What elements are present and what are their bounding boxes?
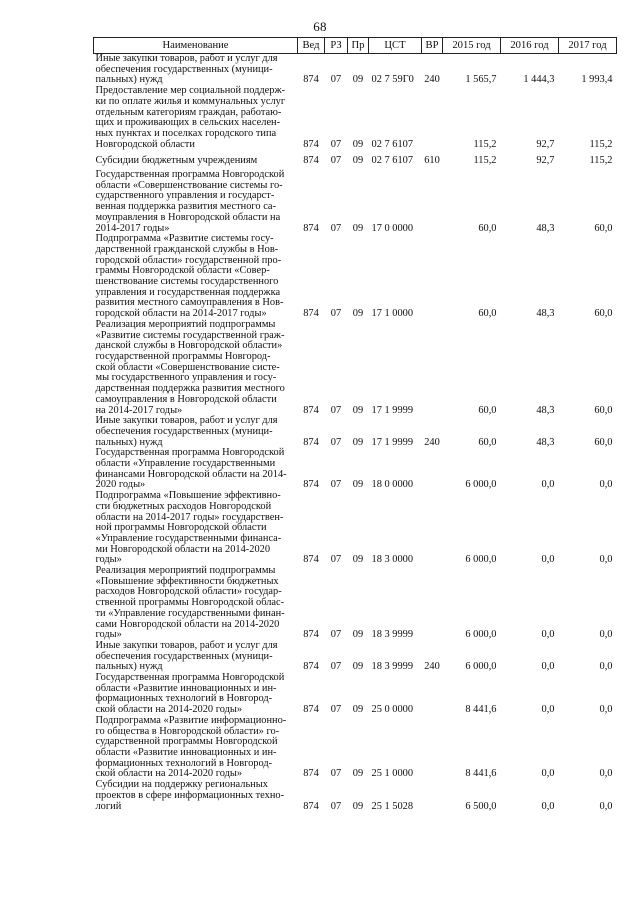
row-name-line: дарственной гражданской службы в Нов-	[95, 243, 279, 255]
row-name-line: Государственная программа Новгородской	[95, 672, 285, 684]
row-name-line: Подпрограмма «Развитие информационно-	[95, 714, 287, 726]
row-name-line: Предоставление мер социальной поддерж-	[95, 85, 286, 97]
row-amount-2016: 48,3	[536, 436, 555, 448]
row-name	[94, 234, 298, 320]
row-amount-2016: 0,0	[541, 768, 555, 780]
row-rz: 07	[330, 308, 342, 320]
row-name-line: государственной программы Новгород-	[95, 350, 271, 362]
header-pr: Пр	[348, 38, 369, 54]
row-cst: 25 0 0000	[371, 704, 414, 716]
row-ved: 874	[303, 800, 319, 812]
row-amount-2016: 0,0	[541, 479, 555, 491]
row-ved: 874	[303, 308, 319, 320]
row-amount-2017: 0,0	[599, 704, 613, 716]
row-name-line: 2020 годы»	[95, 479, 146, 491]
row-ved: 874	[303, 222, 319, 234]
row-name	[94, 673, 298, 716]
row-name-line: отдельным категориям граждан, работаю-	[95, 106, 282, 118]
row-name-line: городской области на 2014-2017 годы»	[95, 308, 267, 320]
row-cst: 18 3 9999	[371, 629, 414, 641]
row-amount-2016: 48,3	[536, 404, 555, 416]
row-amount-2015: 60,0	[478, 308, 497, 320]
row-pr: 09	[352, 661, 364, 673]
row-amount-2016: 1 444,3	[523, 74, 555, 86]
row-name-line: пальных) нужд	[95, 436, 163, 448]
row-name-line: области «Развитие инновационных и ин-	[95, 747, 277, 758]
row-amount-2015: 6 000,0	[465, 661, 497, 673]
row-amount-2016: 48,3	[536, 308, 555, 320]
row-amount-2017: 0,0	[599, 479, 613, 491]
row-name-line: Подпрограмма «Повышение эффективно-	[95, 490, 281, 502]
row-name-line: дарственная поддержка развития местного	[95, 383, 285, 395]
row-ved: 874	[303, 629, 319, 641]
row-name-line: пальных) нужд	[95, 74, 163, 86]
row-amount-2015: 1 565,7	[465, 74, 497, 86]
table-row	[94, 416, 617, 448]
row-amount-2017: 60,0	[594, 436, 613, 448]
row-name	[94, 491, 298, 566]
row-name-line: ных пунктах и поселках городского типа	[95, 127, 277, 139]
row-pr: 09	[352, 74, 364, 86]
row-amount-2017: 0,0	[599, 800, 613, 812]
row-cst: 02 7 6107	[371, 155, 414, 167]
row-cst: 17 1 9999	[371, 404, 414, 416]
row-amount-2015: 6 000,0	[465, 629, 497, 641]
row-name-line: Иные закупки товаров, работ и услуг для	[95, 53, 278, 64]
row-name-line: моуправления в Новгородской области на	[95, 211, 281, 223]
row-rz: 07	[330, 629, 342, 641]
row-cst: 02 7 59Г0	[371, 74, 414, 86]
row-name-line: городской области» государственной про-	[95, 254, 282, 266]
row-vr	[422, 716, 443, 780]
row-name-line: ки по оплате жилья и коммунальных услуг	[95, 95, 286, 107]
row-ved: 874	[303, 138, 319, 150]
row-name-line: ственной программы Новгородской облас-	[95, 597, 285, 609]
row-amount-2017: 1 993,4	[581, 74, 613, 86]
row-amount-2017: 0,0	[599, 661, 613, 673]
table-row	[94, 641, 617, 673]
row-name-line: граммы Новгородской области «Совер-	[95, 265, 270, 277]
row-rz: 07	[330, 554, 342, 566]
row-vr	[422, 673, 443, 716]
row-ved: 874	[303, 74, 319, 86]
row-name-line: годы»	[95, 629, 122, 641]
header-ved: Вед	[298, 38, 325, 54]
table-row	[94, 170, 617, 234]
row-name-line: сти бюджетных расходов Новгородской	[95, 500, 272, 512]
row-name	[94, 156, 298, 167]
row-cst: 18 3 0000	[371, 554, 414, 566]
row-amount-2016: 0,0	[541, 554, 555, 566]
header-2015: 2015 год	[443, 38, 501, 54]
row-name-line: Реализация мероприятий подпрограммы	[95, 318, 276, 330]
table-row	[94, 320, 617, 416]
row-name	[94, 716, 298, 780]
row-name-line: Подпрограмма «Развитие системы госу-	[95, 233, 274, 245]
row-name-line: формационных технологий в Новгород-	[95, 757, 273, 769]
row-rz: 07	[330, 404, 342, 416]
row-cst: 02 7 6107	[371, 138, 414, 150]
row-vr	[422, 448, 443, 491]
row-name-line: Государственная программа Новгородской	[95, 447, 285, 459]
row-name	[94, 448, 298, 491]
row-name	[94, 86, 298, 150]
row-name-line: Субсидии бюджетным учреждениям	[95, 155, 258, 167]
row-amount-2017: 115,2	[589, 155, 613, 167]
row-amount-2015: 6 000,0	[465, 479, 497, 491]
row-rz: 07	[330, 704, 342, 716]
row-rz: 07	[330, 661, 342, 673]
row-ved: 874	[303, 155, 319, 167]
row-name	[94, 641, 298, 673]
header-2017: 2017 год	[559, 38, 617, 54]
row-name-line: ской области «Совершенствование систе-	[95, 361, 280, 373]
row-amount-2015: 115,2	[473, 155, 497, 167]
row-vr	[422, 491, 443, 566]
row-amount-2016: 92,7	[536, 155, 555, 167]
row-rz: 07	[330, 768, 342, 780]
row-amount-2017: 0,0	[599, 629, 613, 641]
row-amount-2015: 8 441,6	[465, 768, 497, 780]
row-rz: 07	[330, 436, 342, 448]
row-pr: 09	[352, 138, 364, 150]
table-row	[94, 54, 617, 87]
row-amount-2015: 6 500,0	[465, 800, 497, 812]
row-name-line: сударственного управления и государст-	[95, 190, 275, 202]
row-cst: 18 3 9999	[371, 661, 414, 673]
row-pr: 09	[352, 704, 364, 716]
row-ved: 874	[303, 554, 319, 566]
row-name	[94, 170, 298, 234]
row-ved: 874	[303, 661, 319, 673]
header-2016: 2016 год	[501, 38, 559, 54]
row-name-line: Новгородской области	[95, 138, 195, 150]
row-vr: 240	[424, 74, 440, 86]
row-name-line: области на 2014-2017 годы» государствен-	[95, 511, 284, 523]
row-amount-2015: 60,0	[478, 436, 497, 448]
row-rz: 07	[330, 155, 342, 167]
row-name-line: шенствование системы государственного	[95, 276, 279, 288]
row-name-line: пальных) нужд	[95, 661, 163, 673]
row-vr: 240	[424, 436, 440, 448]
row-name-line: сами Новгородской области на 2014-2020	[95, 618, 280, 630]
row-cst: 17 1 9999	[371, 436, 414, 448]
row-name-line: ской области на 2014-2020 годы»	[95, 704, 243, 716]
row-cst: 17 0 0000	[371, 222, 414, 234]
row-name-line: области «Совершенствование системы го-	[95, 179, 283, 191]
row-name-line: Иные закупки товаров, работ и услуг для	[95, 415, 278, 427]
row-name-line: го общества в Новгородской области» го-	[95, 725, 280, 737]
row-vr	[422, 234, 443, 320]
row-name-line: «Развитие системы государственной граж-	[95, 329, 285, 341]
table-row	[94, 566, 617, 641]
row-name-line: Реализация мероприятий подпрограммы	[95, 565, 276, 577]
table-row	[94, 156, 617, 167]
row-pr: 09	[352, 629, 364, 641]
row-amount-2017: 0,0	[599, 554, 613, 566]
row-name-line: управления и государственная поддержка	[95, 286, 281, 298]
row-name-line: мы государственного управления и госу-	[95, 372, 277, 384]
row-name-line: Государственная программа Новгородской	[95, 169, 285, 181]
row-amount-2017: 60,0	[594, 308, 613, 320]
page-number: 68	[313, 19, 327, 34]
row-name	[94, 566, 298, 641]
row-pr: 09	[352, 155, 364, 167]
row-name-line: обеспечения государственных (муници-	[95, 650, 273, 662]
row-rz: 07	[330, 800, 342, 812]
row-rz: 07	[330, 222, 342, 234]
row-amount-2015: 6 000,0	[465, 554, 497, 566]
row-pr: 09	[352, 479, 364, 491]
row-amount-2016: 0,0	[541, 629, 555, 641]
row-amount-2015: 60,0	[478, 222, 497, 234]
row-name-line: данской службы в Новгородской области»	[95, 340, 283, 352]
row-ved: 874	[303, 436, 319, 448]
row-name-line: щих и проживающих в сельских населен-	[95, 117, 281, 129]
table-row	[94, 716, 617, 780]
row-amount-2016: 48,3	[536, 222, 555, 234]
table-row	[94, 780, 617, 812]
row-name	[94, 54, 298, 87]
row-pr: 09	[352, 308, 364, 320]
row-name-line: ми Новгородской области на 2014-2020	[95, 543, 271, 555]
row-cst: 25 1 0000	[371, 768, 414, 780]
row-name	[94, 320, 298, 416]
row-vr: 240	[424, 661, 440, 673]
row-name-line: обеспечения государственных (муници-	[95, 425, 273, 437]
row-vr	[422, 320, 443, 416]
table-row	[94, 234, 617, 320]
row-vr	[422, 780, 443, 812]
row-amount-2016: 0,0	[541, 704, 555, 716]
row-name-line: 2014-2017 годы»	[95, 222, 170, 234]
row-name-line: годы»	[95, 554, 122, 566]
row-name-line: обеспечения государственных (муници-	[95, 63, 273, 75]
row-amount-2015: 60,0	[478, 404, 497, 416]
row-vr: 610	[424, 155, 440, 167]
row-name-line: расходов Новгородской области» государ-	[95, 586, 282, 598]
row-name-line: Субсидии на поддержку региональных	[95, 779, 268, 791]
row-name	[94, 780, 298, 812]
row-name-line: сударственной программы Новгородской	[95, 736, 278, 748]
row-pr: 09	[352, 222, 364, 234]
row-name-line: финансами Новгородской области на 2014-	[95, 468, 287, 480]
row-name-line: области «Управление государственными	[95, 458, 276, 470]
row-pr: 09	[352, 436, 364, 448]
row-name-line: развития местного самоуправления в Нов-	[95, 297, 284, 309]
header-name: Наименование	[94, 38, 298, 54]
row-vr	[422, 170, 443, 234]
row-name-line: венная поддержка развития местного са-	[95, 201, 277, 213]
table-row	[94, 491, 617, 566]
row-cst: 18 0 0000	[371, 479, 414, 491]
header-cst: ЦСТ	[369, 38, 422, 54]
row-pr: 09	[352, 800, 364, 812]
row-ved: 874	[303, 704, 319, 716]
row-amount-2015: 115,2	[473, 138, 497, 150]
row-rz: 07	[330, 479, 342, 491]
row-amount-2017: 0,0	[599, 768, 613, 780]
row-name-line: на 2014-2017 годы»	[95, 404, 183, 416]
row-amount-2016: 0,0	[541, 661, 555, 673]
row-pr: 09	[352, 404, 364, 416]
row-amount-2015: 8 441,6	[465, 704, 497, 716]
row-name-line: ской области на 2014-2020 годы»	[95, 768, 243, 780]
row-name-line: логий	[95, 800, 122, 812]
budget-table	[93, 37, 617, 812]
row-rz: 07	[330, 74, 342, 86]
row-name-line: ти «Управление государственными финан-	[95, 607, 285, 619]
row-ved: 874	[303, 404, 319, 416]
row-amount-2017: 115,2	[589, 138, 613, 150]
table-row	[94, 673, 617, 716]
header-vr: ВР	[422, 38, 443, 54]
row-pr: 09	[352, 768, 364, 780]
row-ved: 874	[303, 768, 319, 780]
table-header	[94, 38, 617, 54]
row-name-line: «Повышение эффективности бюджетных	[95, 575, 279, 587]
row-amount-2017: 60,0	[594, 404, 613, 416]
row-cst: 17 1 0000	[371, 308, 414, 320]
row-pr: 09	[352, 554, 364, 566]
table-row	[94, 86, 617, 150]
row-amount-2016: 0,0	[541, 800, 555, 812]
row-name-line: ной программы Новгородской области	[95, 522, 267, 534]
row-vr	[422, 566, 443, 641]
table-row	[94, 448, 617, 491]
row-amount-2017: 60,0	[594, 222, 613, 234]
row-name-line: Иные закупки товаров, работ и услуг для	[95, 639, 278, 651]
row-name-line: самоуправления в Новгородской области	[95, 393, 277, 405]
row-rz: 07	[330, 138, 342, 150]
row-name-line: «Управление государственными финанса-	[95, 532, 282, 544]
row-name-line: проектов в сфере информационных техно-	[95, 789, 285, 801]
table-body	[94, 54, 617, 813]
row-vr	[422, 86, 443, 150]
row-cst: 25 1 5028	[371, 800, 414, 812]
row-name	[94, 416, 298, 448]
row-amount-2016: 92,7	[536, 138, 555, 150]
row-name-line: области «Развитие инновационных и ин-	[95, 682, 277, 694]
header-rz: РЗ	[325, 38, 348, 54]
row-name-line: формационных технологий в Новгород-	[95, 693, 273, 705]
row-ved: 874	[303, 479, 319, 491]
